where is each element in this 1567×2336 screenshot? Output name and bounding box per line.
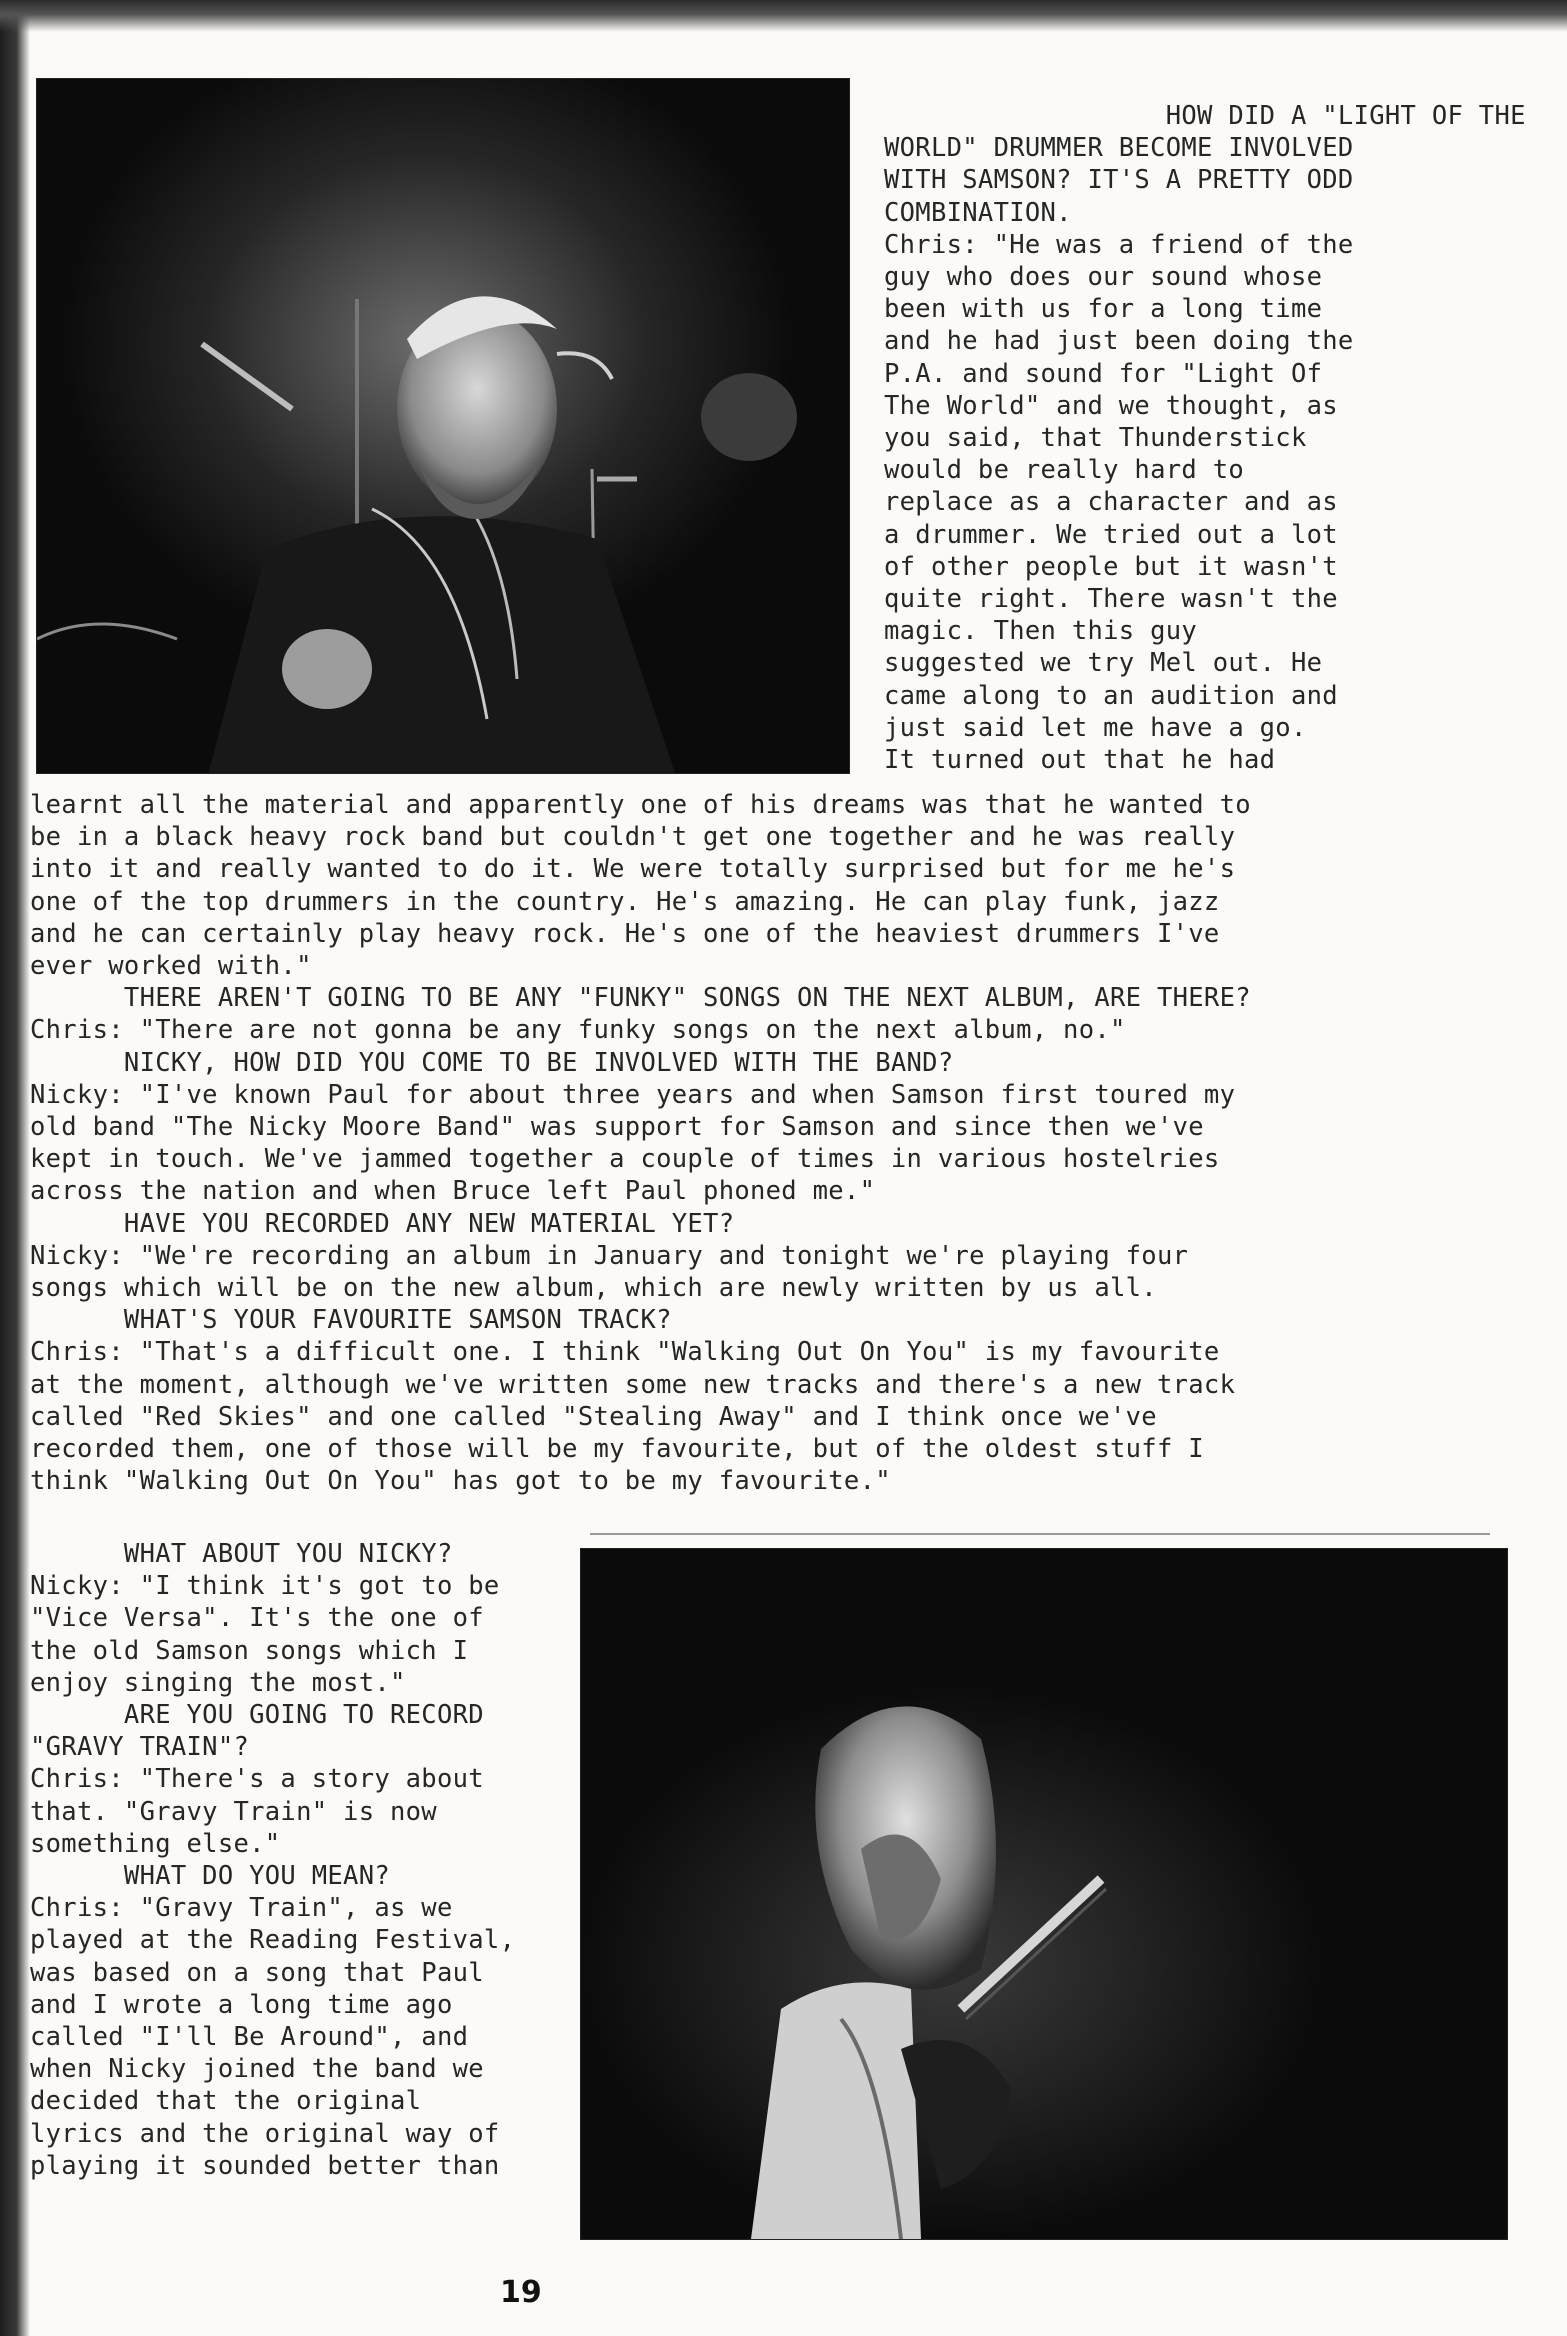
text-line: that. "Gravy Train" is now: [30, 1796, 437, 1827]
text-line: ever worked with.": [30, 951, 312, 982]
text-line: old band "The Nicky Moore Band" was support for Samson and since then we've: [30, 1112, 1204, 1143]
question-line: THERE AREN'T GOING TO BE ANY "FUNKY" SONGS ON THE NEXT ALBUM, ARE THERE?: [30, 983, 1251, 1014]
text-line: learnt all the material and apparently one of his dreams was that he wanted to: [30, 790, 1251, 820]
photo-guitarist-image: [581, 1549, 1507, 2239]
text-line: something else.": [30, 1828, 281, 1859]
text-line: Chris: "Gravy Train", as we: [30, 1893, 453, 1924]
right-column-text: [884, 100, 1526, 776]
text-line: It turned out that he had: [884, 745, 1276, 776]
text-line: "Vice Versa". It's the one of: [30, 1603, 484, 1634]
question-line: "GRAVY TRAIN"?: [30, 1732, 250, 1763]
text-line: at the moment, although we've written some new tracks and there's a new track: [30, 1369, 1236, 1400]
photo-top-rule: [590, 1533, 1490, 1535]
text-line: been with us for a long time: [884, 294, 1323, 325]
text-line: came along to an audition and: [884, 680, 1338, 711]
text-line: magic. Then this guy: [884, 616, 1198, 647]
text-line: a drummer. We tried out a lot: [884, 519, 1338, 550]
page-binding-shadow: [0, 0, 30, 2336]
text-line: and he had just been doing the: [884, 326, 1354, 357]
text-line: Chris: "There's a story about: [30, 1764, 484, 1795]
text-line: when Nicky joined the band we: [30, 2054, 484, 2085]
text-line: playing it sounded better than: [30, 2150, 500, 2181]
left-column-text: [30, 1538, 515, 2182]
text-line: be in a black heavy rock band but couldn't get one together and he was really: [30, 822, 1236, 853]
text-line: enjoy singing the most.": [30, 1667, 406, 1698]
text-line: Chris: "He was a friend of the: [884, 229, 1354, 260]
text-line: guy who does our sound whose: [884, 262, 1323, 293]
text-line: called "I'll Be Around", and: [30, 2022, 469, 2053]
text-line: would be really hard to: [884, 455, 1245, 486]
question-line: WHAT'S YOUR FAVOURITE SAMSON TRACK?: [30, 1305, 672, 1336]
photo-singer-at-microphone: [36, 78, 850, 774]
text-line: HOW DID A "LIGHT OF THE: [884, 101, 1526, 131]
text-line: Nicky: "I think it's got to be: [30, 1571, 500, 1602]
text-line: replace as a character and as: [884, 487, 1338, 518]
page-number: 19: [500, 2275, 542, 2310]
text-line: quite right. There wasn't the: [884, 584, 1338, 615]
photo-guitarist-on-stage: [580, 1548, 1508, 2240]
text-line: one of the top drummers in the country. He's amazing. He can play funk, jazz: [30, 886, 1220, 917]
text-line: Chris: "That's a difficult one. I think "Walking Out On You" is my favourite: [30, 1337, 1220, 1368]
text-line: and I wrote a long time ago: [30, 1989, 453, 2020]
text-line: just said let me have a go.: [884, 712, 1307, 743]
text-line: Chris: "There are not gonna be any funky songs on the next album, no.": [30, 1015, 1126, 1046]
text-line: across the nation and when Bruce left Paul phoned me.": [30, 1176, 876, 1207]
question-line: WHAT ABOUT YOU NICKY?: [30, 1539, 453, 1569]
text-line: was based on a song that Paul: [30, 1957, 484, 1988]
text-line: lyrics and the original way of: [30, 2118, 500, 2149]
text-line: recorded them, one of those will be my favourite, but of the oldest stuff I: [30, 1434, 1204, 1465]
photo-singer-image: [37, 79, 849, 773]
text-line: called "Red Skies" and one called "Stealing Away" and I think once we've: [30, 1401, 1157, 1432]
question-line: NICKY, HOW DID YOU COME TO BE INVOLVED WITH THE BAND?: [30, 1047, 954, 1078]
text-line: WORLD" DRUMMER BECOME INVOLVED: [884, 133, 1354, 164]
text-line: suggested we try Mel out. He: [884, 648, 1323, 679]
text-line: played at the Reading Festival,: [30, 1925, 516, 1956]
text-line: the old Samson songs which I: [30, 1635, 469, 1666]
page-top-shadow: [0, 0, 1567, 32]
full-width-text: [30, 789, 1251, 1497]
text-line: think "Walking Out On You" has got to be my favourite.": [30, 1466, 891, 1497]
question-line: HAVE YOU RECORDED ANY NEW MATERIAL YET?: [30, 1208, 735, 1239]
text-line: decided that the original: [30, 2086, 422, 2117]
text-line: Nicky: "We're recording an album in January and tonight we're playing four: [30, 1240, 1189, 1271]
question-line: WHAT DO YOU MEAN?: [30, 1861, 391, 1892]
text-line: into it and really wanted to do it. We were totally surprised but for me he's: [30, 854, 1236, 885]
text-line: kept in touch. We've jammed together a couple of times in various hostelries: [30, 1144, 1220, 1175]
text-line: COMBINATION.: [884, 197, 1072, 228]
text-line: WITH SAMSON? IT'S A PRETTY ODD: [884, 165, 1354, 196]
text-line: P.A. and sound for "Light Of: [884, 358, 1323, 389]
text-line: The World" and we thought, as: [884, 390, 1338, 421]
text-line: and he can certainly play heavy rock. He's one of the heaviest drummers I've: [30, 918, 1220, 949]
question-line: ARE YOU GOING TO RECORD: [30, 1700, 484, 1731]
text-line: songs which will be on the new album, which are newly written by us all.: [30, 1273, 1157, 1304]
text-line: Nicky: "I've known Paul for about three years and when Samson first toured my: [30, 1079, 1236, 1110]
text-line: you said, that Thunderstick: [884, 423, 1307, 454]
text-line: of other people but it wasn't: [884, 551, 1338, 582]
